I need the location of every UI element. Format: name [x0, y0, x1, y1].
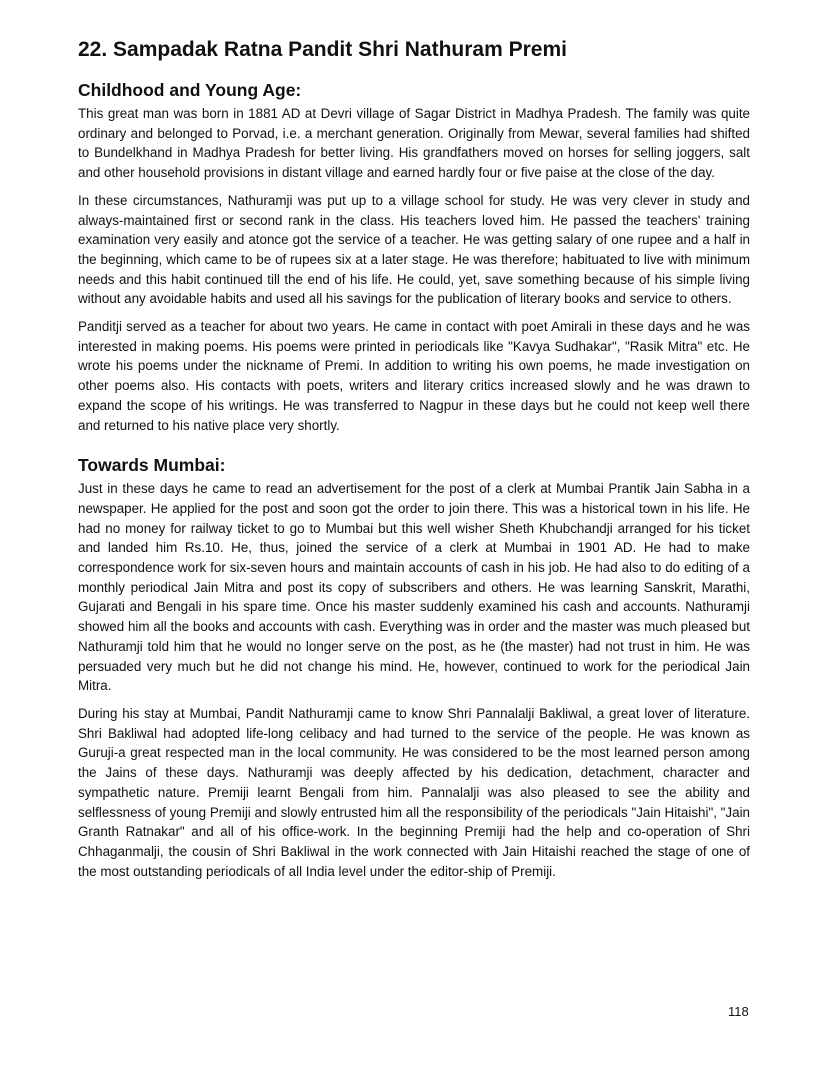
- page-number: 118: [728, 1004, 749, 1019]
- paragraph: Panditji served as a teacher for about two years. He came in contact with poet Amirali in these days and he was interested in making poems. His poems were printed in periodicals like "Kavya Sudhakar", "Rasik Mitra" etc. He wrote his poems under the nickname of Premi. In addition to writing his own poems, he made investigation on other poems also. His contacts with poets, writers and literary critics increased slowly and he was drawn to expand the scope of his writings. He was transferred to Nagpur in these days but he could not keep well there and returned to his native place very shortly.: [78, 319, 750, 433]
- page-title: 22. Sampadak Ratna Pandit Shri Nathuram Premi: [78, 38, 567, 61]
- paragraph: Just in these days he came to read an advertisement for the post of a clerk at Mumbai Prantik Jain Sabha in a newspaper. He applied for the post and soon got the order to join there. This was a historical town in his life. He had no money for railway ticket to go to Mumbai but this well wisher Sheth Khubchandji arranged for his ticket and landed him Rs.10. He, thus, joined the service of a clerk at Mumbai in 1901 AD. He had to make correspondence work for six-seven hours and maintain accounts of cash in his job. He had also to do editing of a monthly periodical Jain Mitra and post its copy of subscribers and others. He was learning Sanskrit, Marathi, Gujarati and Bengali in his spare time. Once his master suddenly examined his cash and accounts. Nathuramji showed him all the books and accounts with cash. Everything was in order and the master was much pleased but Nathuramji told him that he would no longer serve on the post, as he (the master) had not trust in him. He was persuaded very much but he did not change his mind. He, however, continued to work for the periodical Jain Mitra.: [78, 481, 750, 694]
- paragraph: This great man was born in 1881 AD at Devri village of Sagar District in Madhya Pradesh. The family was quite ordinary and belonged to Porvad, i.e. a merchant generation. Originally from Mewar, several families had shifted to Bundelkhand in Madhya Pradesh for better living. His grandfathers moved on horses for selling joggers, salt and other household provisions in distant village and earned hardly four or five paise at the close of the day.: [78, 106, 750, 181]
- section-childhood: [78, 78, 750, 435]
- paragraph: During his stay at Mumbai, Pandit Nathuramji came to know Shri Pannalalji Bakliwal, a great lover of literature. Shri Bakliwal had adopted life-long celibacy and had turned to the service of the people. He was known as Guruji-a great respected man in the local community. He was considered to be the most learned person among the Jains of these days. Nathuramji was deeply affected by his dedication, detachment, character and sympathetic nature. Premiji learnt Bengali from him. Pannalalji was also pleased to see the ability and selflessness of young Premiji and slowly entrusted him all the responsibility of the periodicals "Jain Hitaishi", "Jain Granth Ratnakar" and all of his office-work. In the beginning Premiji had the help and co-operation of Shri Chhaganmalji, the cousin of Shri Bakliwal in the work connected with Jain Hitaishi reached the stage of one of the most outstanding periodicals of all India level under the editor-ship of Premiji.: [78, 705, 750, 879]
- section-heading: Childhood and Young Age:: [78, 80, 302, 100]
- section-towards-mumbai: [78, 453, 750, 881]
- paragraph: In these circumstances, Nathuramji was put up to a village school for study. He was very clever in study and always-maintained first or second rank in the class. His teachers loved him. He passed the teachers' training examination very easily and atonce got the service of a teacher. He was getting salary of one rupee and a half in the beginning, which came to be of rupees six at a later stage. He was therefore; habituated to live with minimum needs and this habit continued till the end of his life. He could, yet, save something because of his simple living without any avoidable habits and used all his savings for the publication of literary books and service to others.: [78, 192, 750, 307]
- document-page: [78, 36, 750, 889]
- section-heading: Towards Mumbai:: [78, 455, 226, 476]
